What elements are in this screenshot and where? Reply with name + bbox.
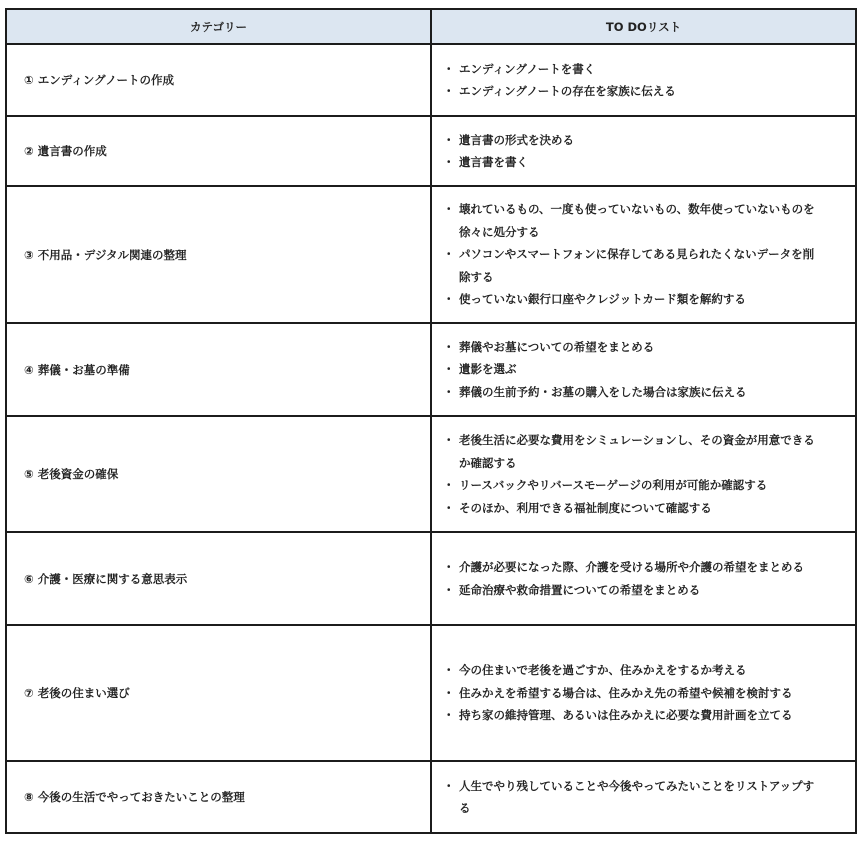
todo-table — [5, 8, 857, 834]
table-row — [6, 44, 856, 116]
todo-cell — [431, 625, 856, 761]
todo-item: ・ 老後生活に必要な費用をシミュレーションし、その資金が用意できるか確認する — [446, 429, 821, 474]
todo-item: ・ 延命治療や救命措置についての希望をまとめる — [446, 579, 821, 602]
todo-list — [446, 659, 821, 727]
todo-list — [446, 429, 821, 519]
table-row — [6, 625, 856, 761]
category-cell: ② 遺言書の作成 — [6, 116, 431, 186]
todo-column-header: TO DOリスト — [431, 9, 856, 44]
todo-cell — [431, 761, 856, 833]
todo-list — [446, 775, 821, 820]
todo-item: ・ リースバックやリバースモーゲージの利用が可能か確認する — [446, 474, 821, 497]
todo-item: ・ 壊れているもの、一度も使っていないもの、数年使っていないものを徐々に処分する — [446, 198, 821, 243]
table-row — [6, 532, 856, 625]
table-row — [6, 323, 856, 416]
todo-item: ・ 人生でやり残していることや今後やってみたいことをリストアップする — [446, 775, 821, 820]
todo-list — [446, 198, 821, 311]
table-row — [6, 416, 856, 532]
todo-item: ・ 遺言書を書く — [446, 151, 821, 174]
todo-item: ・ 住みかえを希望する場合は、住みかえ先の希望や候補を検討する — [446, 682, 821, 705]
todo-item: ・ 使っていない銀行口座やクレジットカード類を解約する — [446, 288, 821, 311]
todo-item: ・ 介護が必要になった際、介護を受ける場所や介護の希望をまとめる — [446, 556, 821, 579]
category-column-header: カテゴリー — [6, 9, 431, 44]
todo-item: ・ 遺言書の形式を決める — [446, 129, 821, 152]
category-cell: ① エンディングノートの作成 — [6, 44, 431, 116]
todo-cell — [431, 116, 856, 186]
table-header-row — [6, 9, 856, 44]
todo-item: ・ そのほか、利用できる福祉制度について確認する — [446, 497, 821, 520]
table-row — [6, 116, 856, 186]
category-cell: ⑤ 老後資金の確保 — [6, 416, 431, 532]
todo-cell — [431, 416, 856, 532]
todo-cell — [431, 532, 856, 625]
category-cell: ⑥ 介護・医療に関する意思表示 — [6, 532, 431, 625]
category-cell: ④ 葬儀・お墓の準備 — [6, 323, 431, 416]
todo-list — [446, 129, 821, 174]
category-cell: ③ 不用品・デジタル関連の整理 — [6, 186, 431, 323]
todo-list — [446, 556, 821, 601]
table-row — [6, 761, 856, 833]
todo-item: ・ 葬儀やお墓についての希望をまとめる — [446, 336, 821, 359]
todo-list — [446, 58, 821, 103]
todo-item: ・ パソコンやスマートフォンに保存してある見られたくないデータを削除する — [446, 243, 821, 288]
todo-item: ・ 持ち家の維持管理、あるいは住みかえに必要な費用計画を立てる — [446, 704, 821, 727]
todo-item: ・ エンディングノートを書く — [446, 58, 821, 81]
todo-item: ・ 遺影を選ぶ — [446, 358, 821, 381]
category-cell: ⑦ 老後の住まい選び — [6, 625, 431, 761]
todo-item: ・ 葬儀の生前予約・お墓の購入をした場合は家族に伝える — [446, 381, 821, 404]
todo-cell — [431, 44, 856, 116]
todo-list — [446, 336, 821, 404]
todo-item: ・ 今の住まいで老後を過ごすか、住みかえをするか考える — [446, 659, 821, 682]
todo-cell — [431, 323, 856, 416]
table-row — [6, 186, 856, 323]
todo-item: ・ エンディングノートの存在を家族に伝える — [446, 80, 821, 103]
todo-cell — [431, 186, 856, 323]
category-cell: ⑧ 今後の生活でやっておきたいことの整理 — [6, 761, 431, 833]
